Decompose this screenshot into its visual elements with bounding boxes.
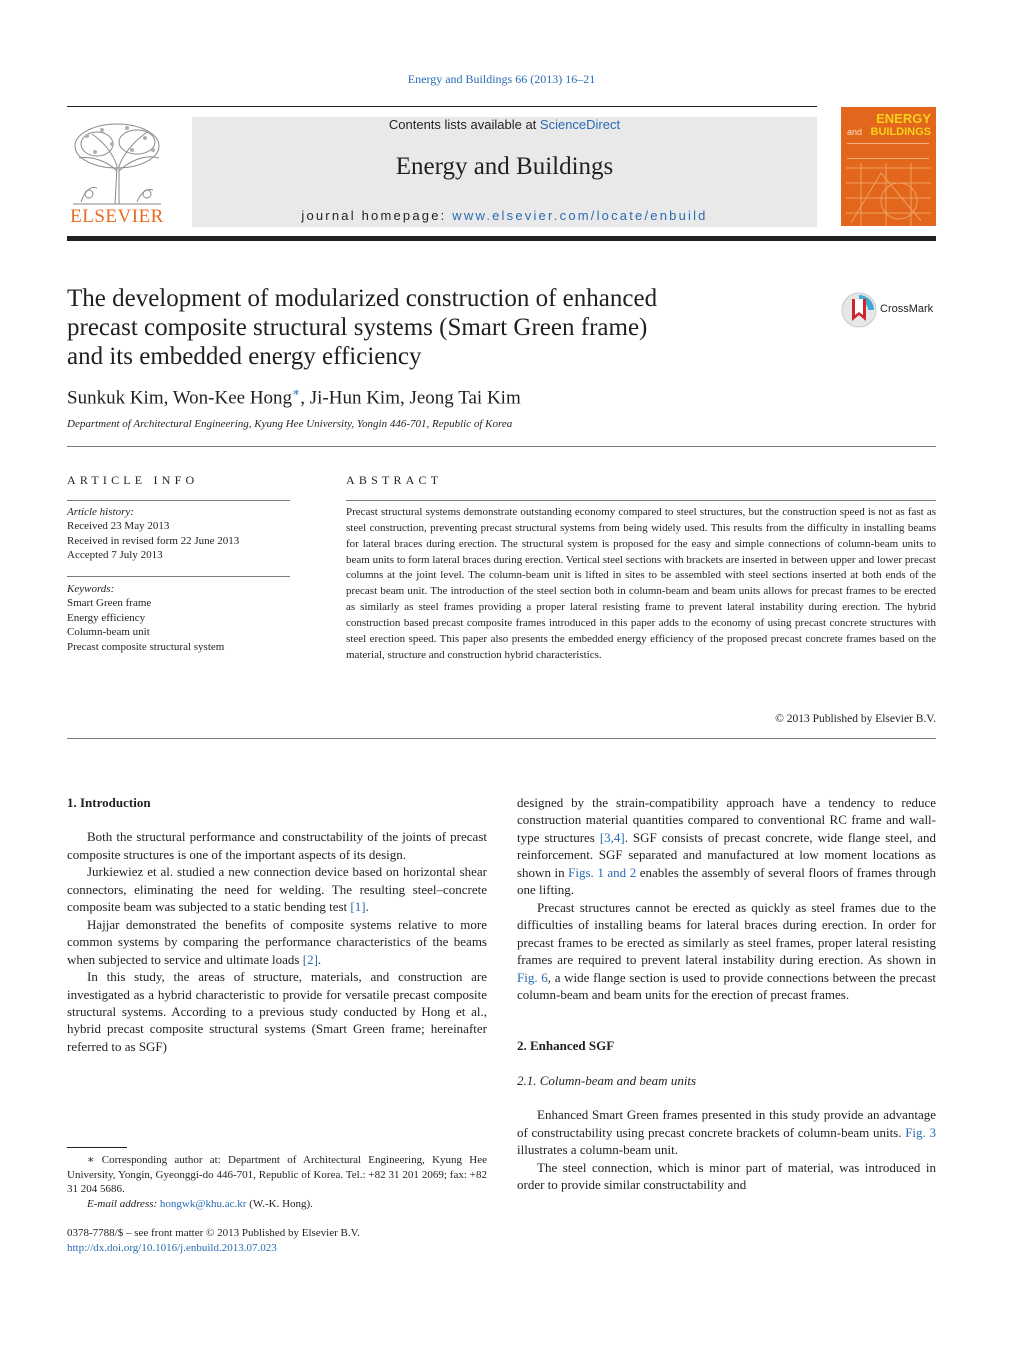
footnote-rule: [67, 1147, 127, 1148]
homepage-link[interactable]: www.elsevier.com/locate/enbuild: [452, 208, 708, 223]
footnote-email-line: E-mail address: hongwk@khu.ac.kr (W.-K. Hong).: [87, 1197, 313, 1210]
journal-cover-thumbnail[interactable]: [841, 107, 936, 226]
journal-name: Energy and Buildings: [395, 153, 614, 180]
contents-prefix: Contents lists available at: [388, 117, 540, 132]
cover-subtitle-lines: [847, 143, 929, 159]
crossmark-icon: [840, 291, 878, 329]
contents-available-line: [192, 117, 817, 132]
history-revised: Received in revised form 22 June 2013: [67, 534, 240, 547]
homepage-prefix: journal homepage:: [301, 208, 453, 223]
elsevier-logo[interactable]: [67, 116, 167, 228]
intro-paragraph-4: In this study, the areas of structure, materials, and construction are investigated as a hybrid characteristic to provide for versatile precast composite structural systems. According to a previous study conducted by Hong et al., hybrid precast composite structural systems (Smart Green frame; hereinafter referred to as SGF): [67, 969, 487, 1054]
footnote-text: ∗ Corresponding author at: Department of Architectural Engineering, Kyung Hee University, Yongin, Gyeonggi-do 446-701, Republic of Korea. Tel.: +82 31 201 2069; fax: +82 31 204 5686.: [67, 1154, 487, 1195]
body-paragraph-precast: Precast structures cannot be erected as quickly as steel frames due to the difficulties of installing beams for lateral braces during erection. In order for precast frames to be erected as similarly as steel frames, proper lateral resisting frames are required to prevent lateral instability during erection. As shown in Fig. 6, a wide flange section is used to provide connections between the precast column-beam and beam units for the erection of precast frames.: [517, 899, 936, 1002]
affiliation-rule: [67, 446, 936, 447]
keyword-item: Column-beam unit: [67, 626, 150, 639]
section-2-1-heading: 2.1. Column-beam and beam units: [517, 1072, 697, 1088]
body-paragraph-enhanced: Enhanced Smart Green frames presented in this study provide an advantage of constructability using precast concrete brackets of column-beam units. Fig. 3 illustrates a column-beam unit.: [517, 1107, 936, 1158]
cover-and: and: [847, 127, 863, 137]
abstract-text: Precast structural systems demonstrate outstanding economy compared to steel structures, but the construction speed is not as fast as steel construction, preventing precast structural systems from being widely used. This results from the difficulty in installing beams for lateral braces during erection. The structural system is proposed for the easy and simple connections of column-beam units to beam units to form lateral braces during erection. Vertical steel sections with brackets are inserted in between upper and lower precast columns at the joint level. The column-beam unit is lifted in sites to be assembled with steel sections inserted at both ends of the precast beam unit. The introduction of the steel section both in column-beam and beam units allows for precast frames to be erected as similarly as steel frames providing a proper lateral resisting frame to prevent lateral instability during erection. The hybrid construction based precast composite frames introduced in this paper adds to the economy of using precast concrete structures with steel erection speed. This paper also presents the embedded energy efficiency of the proposed precast concrete frames based on the material, structure and construction hybrid characteristics.: [346, 506, 936, 661]
ref-2-link[interactable]: [2]: [302, 951, 318, 967]
issn-block: [67, 1226, 360, 1256]
history-received: Received 23 May 2013: [67, 520, 170, 533]
author-list: [67, 385, 521, 409]
fig-3-link[interactable]: Fig. 3: [905, 1124, 936, 1140]
article-info-rule: [67, 500, 290, 501]
abstract-rule: [346, 500, 936, 501]
body-left-column: [67, 794, 487, 1055]
header-thick-rule: [67, 236, 936, 241]
keywords-label: Keywords:: [67, 583, 115, 595]
title-line-2: precast composite structural systems (Smart Green frame): [67, 314, 648, 341]
intro-paragraph-1: Both the structural performance and constructability of the joints of precast composite structures is one of the important aspects of its design.: [67, 829, 487, 862]
journal-citation[interactable]: Energy and Buildings 66 (2013) 16–21: [407, 72, 596, 86]
corresponding-author-footnote: [67, 1153, 487, 1211]
abstract-copyright: © 2013 Published by Elsevier B.V.: [775, 713, 936, 725]
sciencedirect-link[interactable]: ScienceDirect: [539, 117, 621, 132]
fig-6-link[interactable]: Fig. 6: [517, 969, 548, 985]
intro-paragraph-3: Hajjar demonstrated the benefits of composite systems relative to more common systems by comparing the performance characteristics of the beams when subjected to service and ultimate loads [2].: [67, 916, 487, 967]
title-line-3: and its embedded energy efficiency: [67, 343, 422, 370]
header-top-rule: [67, 106, 817, 107]
body-paragraph-sgf: designed by the strain-compatibility approach have a tendency to reduce construction material quantities compared to conventional RC frame and wall-type structures [3,4]. SGF consists of precast concrete, wide flange steel, and reinforcement. SGF separated and manufactured at low moment locations as shown in Figs. 1 and 2 enables the assembly of several floors of frames through one lifting.: [517, 795, 936, 898]
article-title: [67, 284, 787, 371]
email-link[interactable]: hongwk@khu.ac.kr: [159, 1197, 247, 1210]
history-label: Article history:: [67, 506, 134, 518]
cover-title-buildings: BUILDINGS: [870, 126, 931, 138]
title-line-1: The development of modularized construction of enhanced: [67, 285, 658, 312]
authors-part-2: , Ji-Hun Kim, Jeong Tai Kim: [300, 387, 521, 409]
ref-3-4-link[interactable]: [3,4]: [599, 829, 625, 845]
keyword-item: Energy efficiency: [67, 611, 146, 624]
authors-part-1: Sunkuk Kim, Won-Kee Hong: [67, 387, 293, 409]
history-accepted: Accepted 7 July 2013: [67, 549, 163, 562]
keyword-item: Smart Green frame: [67, 597, 152, 610]
crossmark-label: CrossMark: [880, 303, 934, 315]
journal-homepage-line: [192, 208, 817, 223]
crossmark-badge[interactable]: [840, 291, 940, 329]
article-history: [67, 505, 290, 563]
elsevier-wordmark: ELSEVIER: [70, 206, 164, 227]
ref-1-link[interactable]: [1]: [350, 899, 366, 915]
body-paragraph-steel: The steel connection, which is minor part of material, was introduced in order to provide similar constructability and: [517, 1159, 936, 1193]
elsevier-tree-icon: [67, 116, 167, 208]
issn-line: 0378-7788/$ – see front matter © 2013 Published by Elsevier B.V.: [67, 1227, 360, 1239]
corresponding-author-mark[interactable]: ∗: [292, 385, 301, 399]
doi-link[interactable]: http://dx.doi.org/10.1016/j.enbuild.2013.07.023: [67, 1242, 277, 1254]
article-info-heading: ARTICLE INFO: [67, 473, 199, 487]
author-affiliation: Department of Architectural Engineering, Kyung Hee University, Yongin 446-701, Republic of Korea: [67, 418, 513, 430]
abstract-end-rule: [67, 738, 936, 739]
section-2-heading: 2. Enhanced SGF: [517, 1038, 615, 1054]
abstract-heading: ABSTRACT: [346, 473, 443, 487]
section-1-heading: 1. Introduction: [67, 795, 151, 810]
cover-title-energy: ENERGY: [876, 111, 931, 126]
figs-1-2-link[interactable]: Figs. 1 and 2: [568, 864, 637, 880]
keywords-block: [67, 582, 290, 654]
body-right-column: [517, 794, 936, 1194]
history-keywords-rule: [67, 576, 290, 577]
keyword-item: Precast composite structural system: [67, 640, 225, 653]
cover-artwork-icon: [841, 163, 936, 226]
intro-paragraph-2: Jurkiewiez et al. studied a new connection device based on horizontal shear connectors, eliminating the need for welding. The resulting steel–concrete composite beam was subjected to a static bending test [1].: [67, 864, 487, 915]
